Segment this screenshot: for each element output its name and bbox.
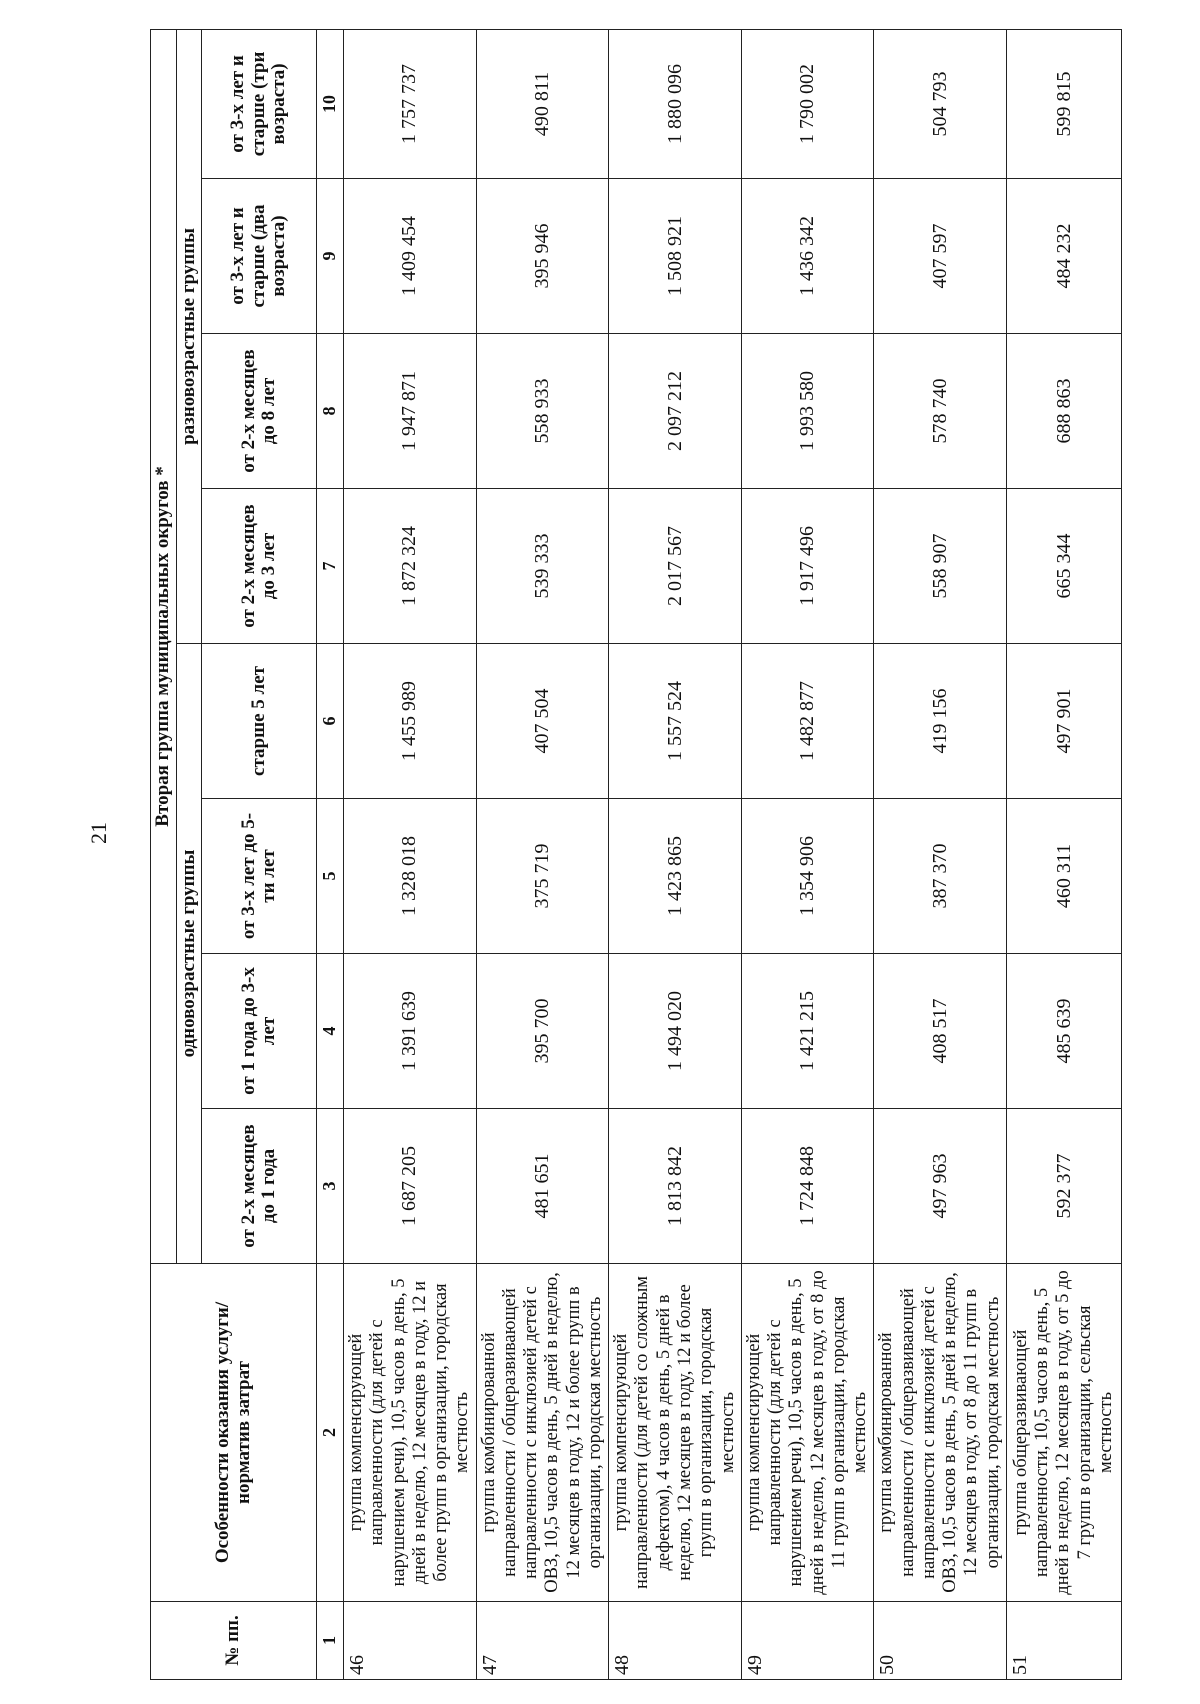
value-cell: 375 719	[476, 799, 609, 954]
cost-norms-table	[150, 29, 1122, 1680]
header-same-age: одновозрастные группы	[176, 644, 202, 1264]
value-cell: 2 097 212	[609, 334, 742, 489]
row-number: 47	[476, 1602, 609, 1680]
value-cell: 490 811	[476, 29, 609, 178]
value-cell: 1 421 215	[741, 954, 874, 1109]
value-cell: 688 863	[1007, 334, 1122, 489]
index-cell: 9	[317, 179, 344, 334]
value-cell: 407 504	[476, 644, 609, 799]
value-cell: 497 963	[874, 1109, 1007, 1264]
row-description: группа компенсирующей направленности (для детей с нарушением речи), 10,5 часов в день, 5 дней в неделю, 12 месяцев в году, 12 и более групп в организации, городская местность	[344, 1264, 477, 1602]
index-cell: 10	[317, 29, 344, 178]
value-cell: 460 311	[1007, 799, 1122, 954]
header-col-8: от 2-х месяцев до 8 лет	[202, 334, 317, 489]
index-cell: 4	[317, 954, 344, 1109]
value-cell: 558 907	[874, 489, 1007, 644]
index-cell: 1	[317, 1602, 344, 1680]
value-cell: 1 724 848	[741, 1109, 874, 1264]
row-description: группа комбинированной направленности / общеразвивающей направленности с инклюзией детей с ОВЗ, 10,5 часов в день, 5 дней в неделю, 12 месяцев в году, 12 и более групп в организации, городская местность	[476, 1264, 609, 1602]
table-row	[476, 29, 609, 1679]
value-cell: 484 232	[1007, 179, 1122, 334]
value-cell: 408 517	[874, 954, 1007, 1109]
value-cell: 1 917 496	[741, 489, 874, 644]
index-cell: 7	[317, 489, 344, 644]
header-col-6: старше 5 лет	[202, 644, 317, 799]
value-cell: 395 700	[476, 954, 609, 1109]
value-cell: 539 333	[476, 489, 609, 644]
index-cell: 8	[317, 334, 344, 489]
index-cell: 5	[317, 799, 344, 954]
value-cell: 2 017 567	[609, 489, 742, 644]
value-cell: 1 790 002	[741, 29, 874, 178]
row-description: группа компенсирующей направленности (для детей со сложным дефектом), 4 часов в день, 5 дней в неделю, 12 месяцев в году, 12 и более групп в организации, городская местность	[609, 1264, 742, 1602]
index-cell: 2	[317, 1264, 344, 1602]
index-cell: 6	[317, 644, 344, 799]
value-cell: 1 813 842	[609, 1109, 742, 1264]
rotated-table-container	[150, 30, 1165, 1680]
value-cell: 1 423 865	[609, 799, 742, 954]
value-cell: 592 377	[1007, 1109, 1122, 1264]
row-number: 46	[344, 1602, 477, 1680]
header-col-5: от 3-х лет до 5-ти лет	[202, 799, 317, 954]
row-number: 48	[609, 1602, 742, 1680]
index-cell: 3	[317, 1109, 344, 1264]
header-col-4: от 1 года до 3-х лет	[202, 954, 317, 1109]
row-number: 51	[1007, 1602, 1122, 1680]
value-cell: 558 933	[476, 334, 609, 489]
value-cell: 419 156	[874, 644, 1007, 799]
value-cell: 1 436 342	[741, 179, 874, 334]
header-mixed-age: разновозрастные группы	[176, 29, 202, 643]
header-col-7: от 2-х месяцев до 3 лет	[202, 489, 317, 644]
row-number: 50	[874, 1602, 1007, 1680]
table-row	[1007, 29, 1122, 1679]
value-cell: 1 328 018	[344, 799, 477, 954]
header-col-9: от 3-х лет и старше (два возраста)	[202, 179, 317, 334]
value-cell: 1 482 877	[741, 644, 874, 799]
value-cell: 665 344	[1007, 489, 1122, 644]
row-description: группа комбинированной направленности / общеразвивающей направленности с инклюзией детей с ОВЗ, 10,5 часов в день, 5 дней в неделю, 12 месяцев в году, от 8 до 11 групп в организации, городская местность	[874, 1264, 1007, 1602]
value-cell: 599 815	[1007, 29, 1122, 178]
value-cell: 1 993 580	[741, 334, 874, 489]
value-cell: 1 391 639	[344, 954, 477, 1109]
header-col-3: от 2-х месяцев до 1 года	[202, 1109, 317, 1264]
row-description: группа компенсирующей направленности (для детей с нарушением речи), 10,5 часов в день, 5 дней в неделю, 12 месяцев в году, от 8 до 11 групп в организации, городская местность	[741, 1264, 874, 1602]
value-cell: 578 740	[874, 334, 1007, 489]
value-cell: 1 757 737	[344, 29, 477, 178]
value-cell: 1 508 921	[609, 179, 742, 334]
value-cell: 407 597	[874, 179, 1007, 334]
table-row	[874, 29, 1007, 1679]
value-cell: 1 409 454	[344, 179, 477, 334]
header-no: № пп.	[151, 1602, 317, 1680]
header-feature: Особенности оказания услуги/норматив затрат	[151, 1264, 317, 1602]
value-cell: 1 872 324	[344, 489, 477, 644]
header-col-10: от 3-х лет и старше (три возраста)	[202, 29, 317, 178]
value-cell: 1 455 989	[344, 644, 477, 799]
page-number: 21	[86, 822, 111, 844]
value-cell: 497 901	[1007, 644, 1122, 799]
row-description: группа общеразвивающей направленности, 10,5 часов в день, 5 дней в неделю, 12 месяцев в году, от 5 до 7 групп в организации, сельская местность	[1007, 1264, 1122, 1602]
table-row	[609, 29, 742, 1679]
value-cell: 1 494 020	[609, 954, 742, 1109]
value-cell: 395 946	[476, 179, 609, 334]
value-cell: 1 557 524	[609, 644, 742, 799]
header-group: Вторая группа муниципальных округов *	[151, 29, 177, 1263]
value-cell: 504 793	[874, 29, 1007, 178]
value-cell: 1 687 205	[344, 1109, 477, 1264]
value-cell: 1 880 096	[609, 29, 742, 178]
value-cell: 1 947 871	[344, 334, 477, 489]
value-cell: 481 651	[476, 1109, 609, 1264]
row-number: 49	[741, 1602, 874, 1680]
value-cell: 1 354 906	[741, 799, 874, 954]
table-row	[344, 29, 477, 1679]
value-cell: 485 639	[1007, 954, 1122, 1109]
table-row	[741, 29, 874, 1679]
value-cell: 387 370	[874, 799, 1007, 954]
